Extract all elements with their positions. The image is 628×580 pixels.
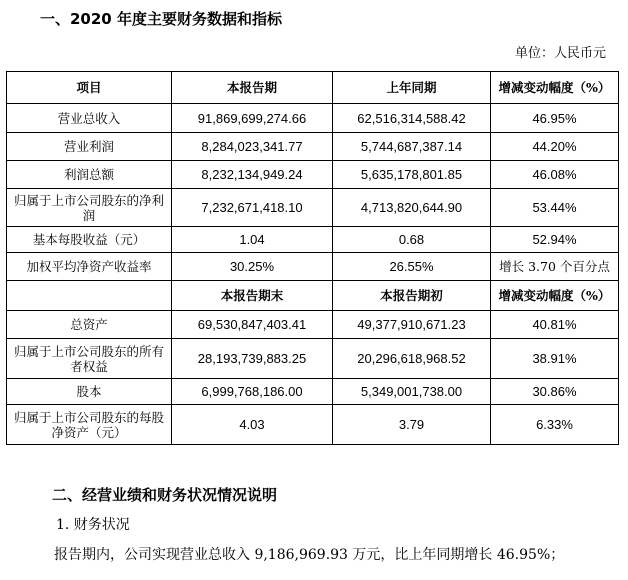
table-cell: 26.55% [333,253,491,281]
table-cell: 6.33% [491,405,619,445]
table-cell: 44.20% [491,133,619,161]
table-row [7,189,619,227]
table-row [7,161,619,189]
row-label: 利润总额 [7,161,172,189]
table-cell: 52.94% [491,227,619,253]
table-cell: 5,349,001,738.00 [333,379,491,405]
table-cell: 69,530,847,403.41 [172,311,333,339]
row-label: 总资产 [7,311,172,339]
header-cell [7,281,172,311]
table-cell: 4.03 [172,405,333,445]
section-2-title: 二、经营业绩和财务状况情况说明 [52,486,278,504]
header-cell: 本报告期初 [333,281,491,311]
table-cell: 4,713,820,644.90 [333,189,491,227]
table-cell: 1.04 [172,227,333,253]
table-header-row [7,72,619,104]
row-label: 营业总收入 [7,104,172,133]
section-1-title: 一、2020 年度主要财务数据和指标 [40,10,282,28]
row-label: 加权平均净资产收益率 [7,253,172,281]
row-label: 营业利润 [7,133,172,161]
table-cell: 5,744,687,387.14 [333,133,491,161]
row-label: 基本每股收益（元） [7,227,172,253]
table-cell: 3.79 [333,405,491,445]
header-cell: 本报告期 [172,72,333,104]
row-label: 股本 [7,379,172,405]
table-cell: 增长 3.70 个百分点 [491,253,619,281]
body-paragraph: 报告期内，公司实现营业总收入 9,186,969.93 万元，比上年同期增长 46.95%； [54,547,565,563]
financial-data-table [6,71,619,445]
table-row [7,227,619,253]
table-cell: 8,284,023,341.77 [172,133,333,161]
table-cell: 46.95% [491,104,619,133]
table-cell: 38.91% [491,339,619,379]
table-cell: 91,869,699,274.66 [172,104,333,133]
header-cell: 上年同期 [333,72,491,104]
table-cell: 7,232,671,418.10 [172,189,333,227]
table-row [7,253,619,281]
table-row [7,379,619,405]
row-label: 归属于上市公司股东的所有者权益 [7,339,172,379]
unit-label: 单位：人民币元 [514,46,606,61]
table-cell: 46.08% [491,161,619,189]
table-row [7,405,619,445]
table-cell: 62,516,314,588.42 [333,104,491,133]
table-cell: 20,296,618,968.52 [333,339,491,379]
header-cell: 增减变动幅度（%） [491,72,619,104]
table-cell: 5,635,178,801.85 [333,161,491,189]
table-cell: 30.86% [491,379,619,405]
header-cell: 增减变动幅度（%） [491,281,619,311]
header-cell: 本报告期末 [172,281,333,311]
header-cell: 项目 [7,72,172,104]
row-label: 归属于上市公司股东的每股净资产（元） [7,405,172,445]
table-cell: 49,377,910,671.23 [333,311,491,339]
table-row [7,311,619,339]
table-cell: 53.44% [491,189,619,227]
table-row [7,339,619,379]
table-subheader-row [7,281,619,311]
table-cell: 30.25% [172,253,333,281]
subsection-title: 1. 财务状况 [56,517,130,533]
table-row [7,104,619,133]
table-cell: 6,999,768,186.00 [172,379,333,405]
table-row [7,133,619,161]
table-cell: 40.81% [491,311,619,339]
row-label: 归属于上市公司股东的净利润 [7,189,172,227]
table-cell: 8,232,134,949.24 [172,161,333,189]
table-cell: 28,193,739,883.25 [172,339,333,379]
table-cell: 0.68 [333,227,491,253]
